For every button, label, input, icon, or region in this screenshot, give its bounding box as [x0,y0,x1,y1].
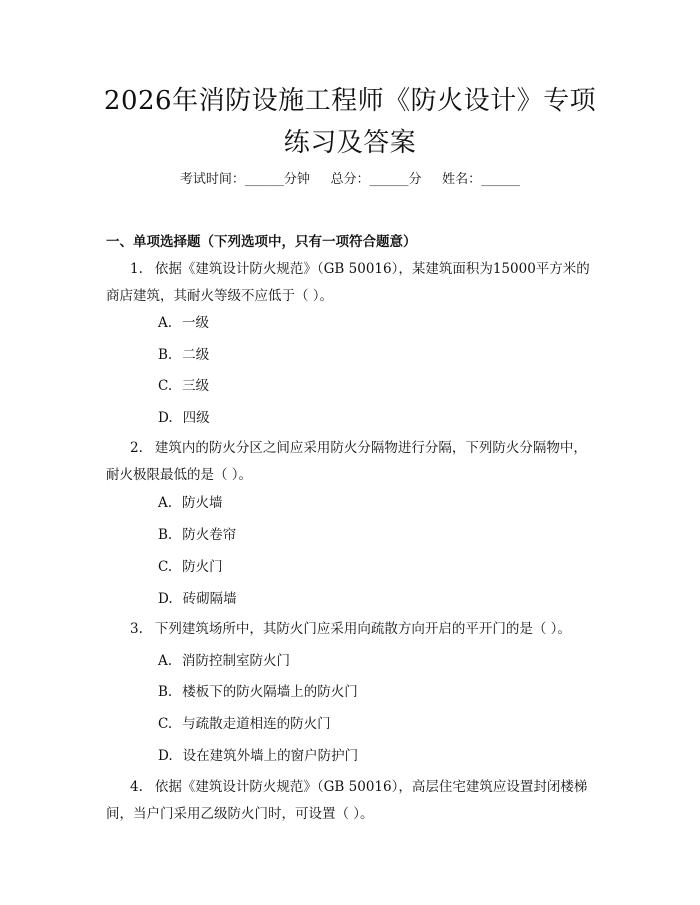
question-2 [106,435,600,489]
question-3 [106,616,600,643]
section-title: 一、单项选择题（下列选项中，只有一项符合题意） [106,234,417,250]
option-text: 二级 [182,347,210,363]
question-text: 依据《建筑设计防火规范》（GB 50016），某建筑面积为15000平方米的商店建筑，其耐火等级不应低于（ ）。 [106,261,590,304]
option-letter: B. [158,684,173,700]
option-letter: A. [158,653,173,669]
option-2d [158,589,237,609]
option-2a [158,493,223,513]
option-1d [158,408,210,428]
question-text: 下列建筑场所中，其防火门应采用向疏散方向开启的平开门的是（ ）。 [154,621,571,637]
option-letter: D. [158,748,173,764]
option-3b [158,682,358,702]
option-text: 防火门 [182,559,223,575]
option-letter: D. [158,410,173,426]
option-text: 砖砌隔墙 [182,591,237,607]
question-number: 4. [130,779,143,795]
question-number: 2. [130,440,143,456]
option-text: 楼板下的防火隔墙上的防火门 [182,684,358,700]
question-text: 依据《建筑设计防火规范》（GB 50016），高层住宅建筑应设置封闭楼梯间，当户门采用乙级防火门时，可设置（ ）。 [106,779,588,822]
option-letter: C. [158,716,173,732]
option-letter: C. [158,378,173,394]
question-text: 建筑内的防火分区之间应采用防火分隔物进行分隔，下列防火分隔物中，耐火极限最低的是（ ）。 [106,440,587,483]
option-3a [158,651,290,671]
question-1 [106,256,600,310]
option-letter: B. [158,347,173,363]
option-letter: C. [158,559,173,575]
option-3c [158,714,331,734]
option-text: 防火墙 [182,495,223,511]
option-2c [158,557,223,577]
option-1a [158,313,209,333]
option-letter: A. [158,495,173,511]
option-text: 防火卷帘 [182,527,237,543]
document-title: 2026年消防设施工程师《防火设计》专项练习及答案 [103,86,597,158]
option-letter: A. [158,315,173,331]
option-text: 三级 [182,378,210,394]
option-letter: B. [158,527,173,543]
option-1b [158,345,209,365]
option-text: 一级 [182,315,210,331]
question-number: 3. [130,621,143,637]
exam-meta-line: 考试时间：______分钟 总分：______分 姓名：______ [179,172,521,187]
question-4 [106,774,600,828]
question-number: 1. [130,261,143,277]
option-text: 设在建筑外墙上的窗户防护门 [182,748,359,764]
option-1c [158,376,209,396]
option-text: 四级 [182,410,210,426]
option-text: 消防控制室防火门 [182,653,291,669]
option-letter: D. [158,591,173,607]
option-3d [158,746,358,766]
option-text: 与疏散走道相连的防火门 [182,716,331,732]
option-2b [158,525,236,545]
